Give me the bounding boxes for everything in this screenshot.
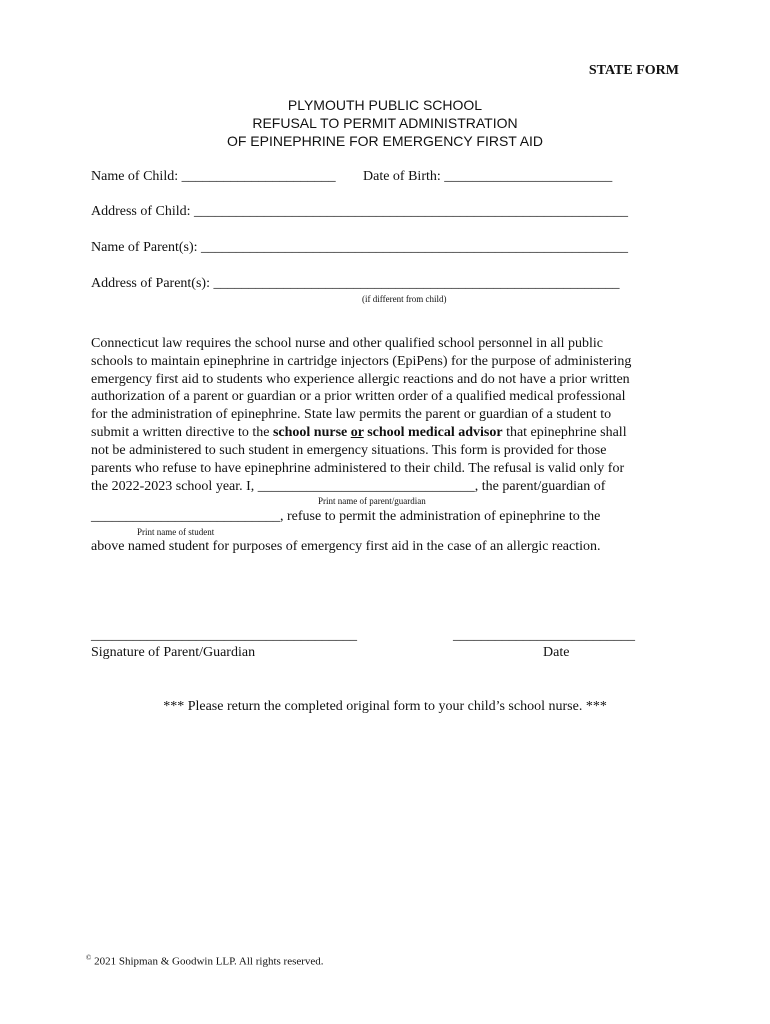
state-form-label: STATE FORM bbox=[588, 63, 679, 78]
parent-address-note: (if different from child) bbox=[362, 294, 447, 304]
date-label: Date bbox=[543, 645, 570, 660]
or-emphasis: or bbox=[350, 425, 364, 440]
child-address-field[interactable]: Address of Child: ______________________________________________________________ bbox=[91, 204, 629, 219]
body-line-6-pre: submit a written directive to the bbox=[91, 425, 273, 440]
title-line-2: REFUSAL TO PERMIT ADMINISTRATION bbox=[252, 115, 518, 131]
school-nurse-emphasis: school nurse bbox=[272, 425, 351, 440]
body-line-4: authorization of a parent or guardian or a prior written order of a qualified medical professional bbox=[91, 389, 626, 404]
dob-field[interactable]: Date of Birth: ________________________ bbox=[363, 169, 613, 184]
signature-line[interactable]: ______________________________________ bbox=[91, 628, 357, 643]
body-line-2: schools to maintain epinephrine in cartridge injectors (EpiPens) for the purpose of administering bbox=[91, 354, 632, 369]
school-medical-advisor-emphasis: school medical advisor bbox=[363, 425, 503, 440]
child-name-field[interactable]: Name of Child: ______________________ bbox=[91, 169, 336, 184]
student-name-print-field[interactable]: ___________________________, refuse to permit the administration of epinephrine to the bbox=[91, 509, 601, 524]
body-last-line: above named student for purposes of emergency first aid in the case of an allergic reaction. bbox=[91, 539, 601, 554]
parent-name-print-field[interactable]: the 2022-2023 school year. I, _______________________________, the parent/guardian of bbox=[91, 479, 606, 494]
date-line[interactable]: __________________________ bbox=[453, 628, 635, 643]
parent-address-field[interactable]: Address of Parent(s): __________________________________________________________ bbox=[91, 276, 620, 291]
copyright-text: 2021 Shipman & Goodwin LLP. All rights reserved. bbox=[91, 955, 324, 968]
signature-label: Signature of Parent/Guardian bbox=[91, 645, 256, 660]
body-line-1: Connecticut law requires the school nurse and other qualified school personnel in all public bbox=[91, 336, 604, 351]
body-line-7: not be administered to such student in emergency situations. This form is provided for those bbox=[91, 443, 607, 458]
parent-name-field[interactable]: Name of Parent(s): _____________________________________________________________ bbox=[91, 240, 629, 255]
title-line-1: PLYMOUTH PUBLIC SCHOOL bbox=[287, 97, 483, 113]
return-notice: *** Please return the completed original form to your child’s school nurse. *** bbox=[163, 699, 607, 714]
print-student-label: Print name of student bbox=[137, 527, 215, 537]
body-line-6 bbox=[91, 425, 627, 441]
print-parent-label: Print name of parent/guardian bbox=[318, 496, 426, 506]
copyright-symbol: © bbox=[86, 954, 92, 962]
body-line-3: emergency first aid to students who experience allergic reactions and do not have a prior written bbox=[91, 372, 630, 387]
copyright-footer bbox=[86, 954, 324, 968]
body-line-8: parents who refuse to have epinephrine administered to their child. The refusal is valid only for bbox=[91, 461, 625, 476]
body-line-6-post: that epinephrine shall bbox=[502, 425, 627, 440]
body-line-5: for the administration of epinephrine. State law permits the parent or guardian of a student to bbox=[91, 407, 612, 422]
title-line-3: OF EPINEPHRINE FOR EMERGENCY FIRST AID bbox=[226, 133, 544, 149]
